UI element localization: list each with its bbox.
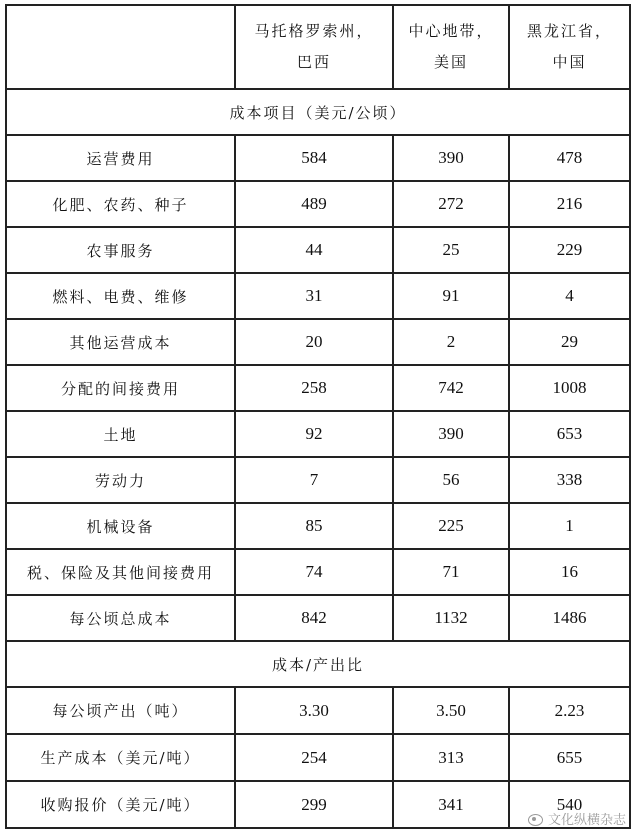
- table-row: [6, 457, 630, 503]
- row-label: 每公顷总成本: [6, 595, 235, 641]
- section-title-cost-output-ratio: 成本/产出比: [6, 641, 630, 687]
- value-usa: 272: [393, 181, 509, 227]
- value-china: 1486: [509, 595, 630, 641]
- value-china: 4: [509, 273, 630, 319]
- value-brazil: 254: [235, 734, 393, 781]
- row-label: 燃料、电费、维修: [6, 273, 235, 319]
- table-row: [6, 595, 630, 641]
- header-region-usa-line2: 美国: [433, 53, 468, 71]
- value-china: 540: [509, 781, 630, 828]
- value-usa: 742: [393, 365, 509, 411]
- row-label: 运营费用: [6, 135, 235, 181]
- section-title-cost-items: 成本项目（美元/公顷）: [6, 89, 630, 135]
- value-usa: 390: [393, 411, 509, 457]
- value-usa: 1132: [393, 595, 509, 641]
- header-region-brazil-line2: 巴西: [296, 53, 331, 71]
- header-region-china-line2: 中国: [552, 53, 587, 71]
- value-brazil: 31: [235, 273, 393, 319]
- value-usa: 390: [393, 135, 509, 181]
- table-row: [6, 227, 630, 273]
- row-label: 生产成本（美元/吨）: [6, 734, 235, 781]
- row-label: 每公顷产出（吨）: [6, 687, 235, 734]
- value-usa: 225: [393, 503, 509, 549]
- value-brazil: 92: [235, 411, 393, 457]
- table-row: [6, 365, 630, 411]
- value-brazil: 3.30: [235, 687, 393, 734]
- section-row-cost-output-ratio: [6, 641, 630, 687]
- weibo-icon: [528, 812, 544, 825]
- header-empty-cell: [6, 5, 235, 89]
- value-china: 2.23: [509, 687, 630, 734]
- value-brazil: 85: [235, 503, 393, 549]
- table-row: [6, 503, 630, 549]
- header-region-brazil-line1: 马托格罗索州，: [254, 22, 374, 40]
- watermark-text: 文化纵横杂志: [547, 813, 626, 828]
- value-china: 1008: [509, 365, 630, 411]
- row-label: 土地: [6, 411, 235, 457]
- row-label: 机械设备: [6, 503, 235, 549]
- value-china: 29: [509, 319, 630, 365]
- table-row: [6, 687, 630, 734]
- header-region-usa-line1: 中心地带，: [408, 22, 494, 40]
- header-region-usa: [393, 5, 509, 89]
- row-label: 分配的间接费用: [6, 365, 235, 411]
- value-usa: 3.50: [393, 687, 509, 734]
- header-region-china: [509, 5, 630, 89]
- row-label: 税、保险及其他间接费用: [6, 549, 235, 595]
- table-row: [6, 181, 630, 227]
- value-brazil: 584: [235, 135, 393, 181]
- value-brazil: 489: [235, 181, 393, 227]
- value-china: 216: [509, 181, 630, 227]
- table-row: [6, 273, 630, 319]
- value-usa: 25: [393, 227, 509, 273]
- row-label: 劳动力: [6, 457, 235, 503]
- section-row-cost-items: [6, 89, 630, 135]
- value-brazil: 7: [235, 457, 393, 503]
- value-china: 1: [509, 503, 630, 549]
- table-row: [6, 135, 630, 181]
- value-brazil: 299: [235, 781, 393, 828]
- table-row: [6, 549, 630, 595]
- value-brazil: 20: [235, 319, 393, 365]
- header-row: [6, 5, 630, 89]
- table-row: [6, 734, 630, 781]
- value-usa: 56: [393, 457, 509, 503]
- value-usa: 2: [393, 319, 509, 365]
- value-china: 478: [509, 135, 630, 181]
- row-label: 农事服务: [6, 227, 235, 273]
- table-row: [6, 319, 630, 365]
- value-china: 16: [509, 549, 630, 595]
- header-region-china-line1: 黑龙江省，: [526, 22, 612, 40]
- value-usa: 341: [393, 781, 509, 828]
- value-china: 229: [509, 227, 630, 273]
- row-label: 收购报价（美元/吨）: [6, 781, 235, 828]
- value-brazil: 842: [235, 595, 393, 641]
- row-label: 其他运营成本: [6, 319, 235, 365]
- row-label: 化肥、农药、种子: [6, 181, 235, 227]
- value-brazil: 258: [235, 365, 393, 411]
- watermark: [528, 809, 626, 828]
- value-brazil: 74: [235, 549, 393, 595]
- value-china: 338: [509, 457, 630, 503]
- table-row: [6, 411, 630, 457]
- header-region-brazil: [235, 5, 393, 89]
- value-brazil: 44: [235, 227, 393, 273]
- value-china: 655: [509, 734, 630, 781]
- value-usa: 71: [393, 549, 509, 595]
- value-usa: 91: [393, 273, 509, 319]
- cost-comparison-table: [5, 4, 631, 829]
- value-usa: 313: [393, 734, 509, 781]
- value-china: 653: [509, 411, 630, 457]
